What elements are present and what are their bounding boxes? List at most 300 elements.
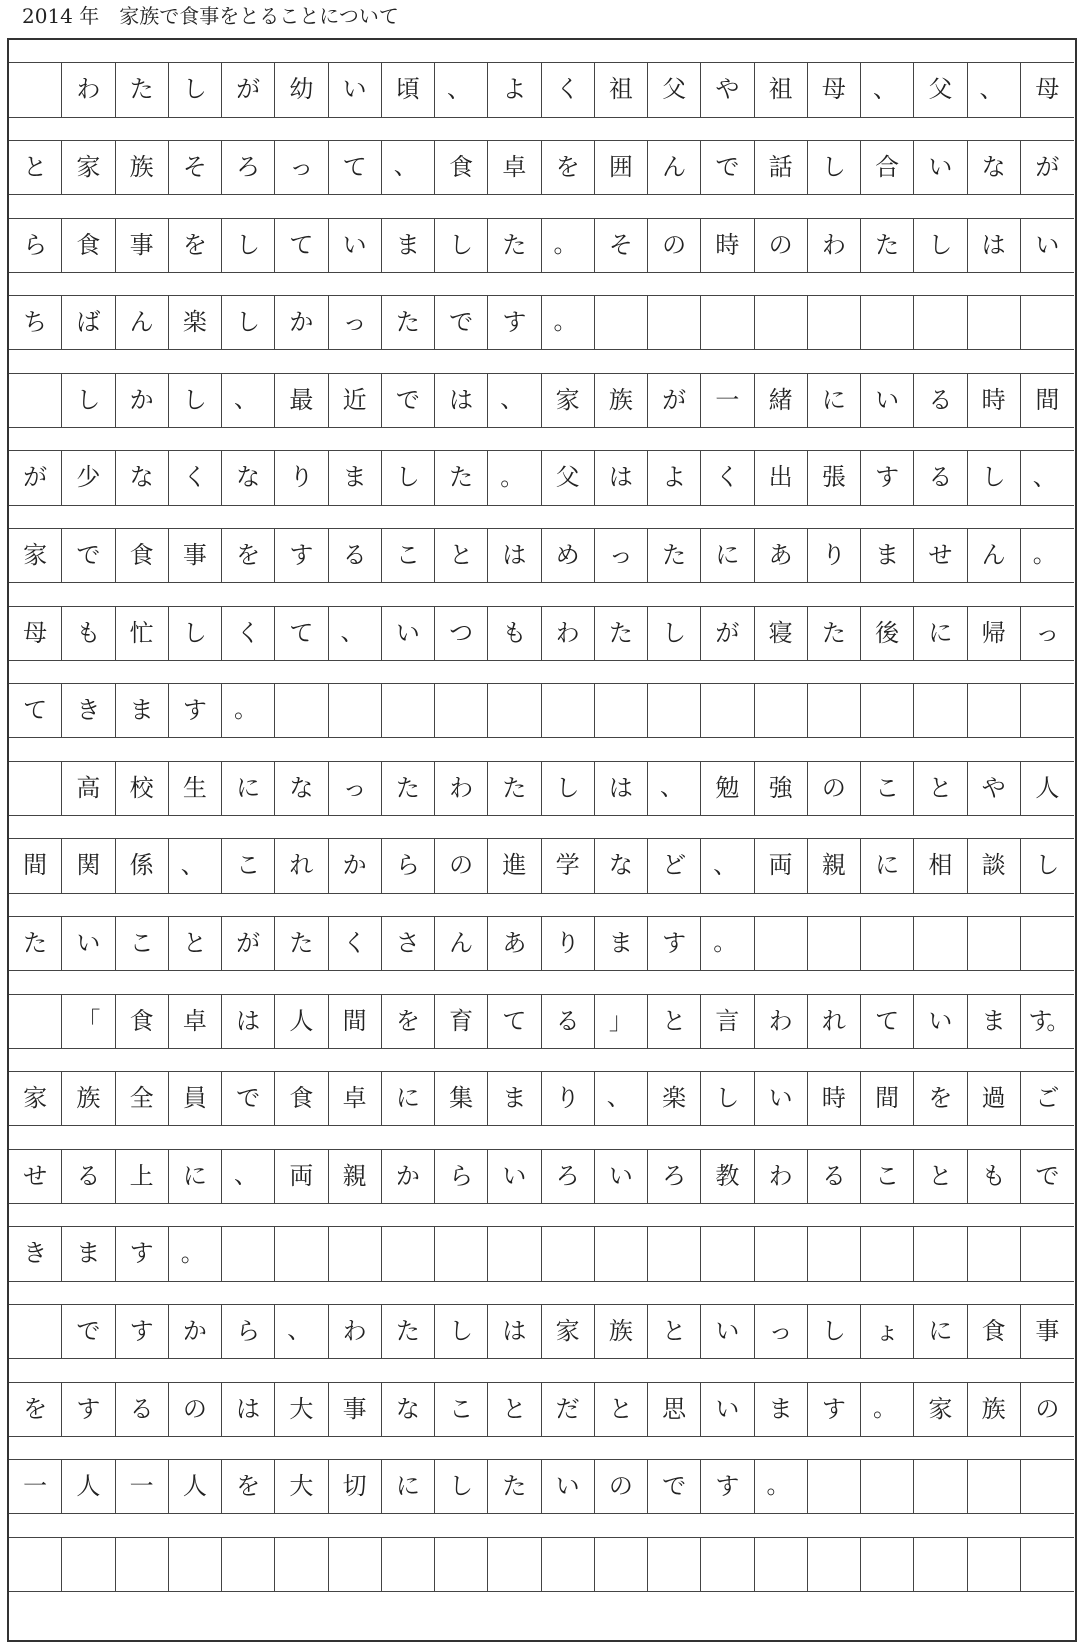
row-gap: [9, 350, 1074, 373]
grid-cell: [382, 1537, 435, 1592]
grid-cell: な: [222, 450, 275, 505]
grid-cell: で: [62, 1304, 115, 1359]
grid-cell: [648, 683, 701, 738]
grid-cell: [382, 683, 435, 738]
grid-cell: い: [914, 140, 967, 195]
grid-cell: 幼: [275, 62, 328, 117]
grid-cell: 、: [701, 838, 754, 893]
grid-cell: く: [542, 62, 595, 117]
grid-cell: の: [755, 218, 808, 273]
grid-cell: ま: [968, 994, 1021, 1049]
grid-cell: り: [275, 450, 328, 505]
grid-cell: る: [914, 450, 967, 505]
grid-cell: [1021, 683, 1074, 738]
grid-cell: 食: [116, 994, 169, 1049]
grid-cell: 親: [808, 838, 861, 893]
grid-cell: 族: [968, 1382, 1021, 1437]
grid-cell: 。: [755, 1459, 808, 1514]
row-gap: [9, 195, 1074, 218]
grid-cell: [329, 1226, 382, 1281]
grid-cell: こ: [861, 1149, 914, 1204]
grid-cell: [488, 1537, 541, 1592]
grid-cell: が: [9, 450, 62, 505]
grid-cell: た: [9, 916, 62, 971]
grid-cell: 食: [435, 140, 488, 195]
grid-cell: 、: [488, 373, 541, 428]
grid-cell: 、: [329, 606, 382, 661]
grid-cell: と: [914, 761, 967, 816]
grid-cell: っ: [595, 528, 648, 583]
grid-cell: 進: [488, 838, 541, 893]
row-gap: [9, 1359, 1074, 1382]
grid-cell: ば: [62, 295, 115, 350]
grid-cell: く: [329, 916, 382, 971]
grid-cell: く: [701, 450, 754, 505]
grid-cell: 張: [808, 450, 861, 505]
grid-cell: で: [435, 295, 488, 350]
grid-cell: 大: [275, 1382, 328, 1437]
grid-cell: な: [968, 140, 1021, 195]
grid-cell: よ: [648, 450, 701, 505]
grid-cell: 帰: [968, 606, 1021, 661]
grid-cell: か: [329, 838, 382, 893]
grid-cell: 過: [968, 1071, 1021, 1126]
grid-cell: の: [435, 838, 488, 893]
grid-cell: ろ: [542, 1149, 595, 1204]
grid-cell: 最: [275, 373, 328, 428]
grid-cell: ま: [116, 683, 169, 738]
grid-cell: [861, 916, 914, 971]
grid-cell: [9, 373, 62, 428]
grid-cell: に: [914, 606, 967, 661]
grid-cell: [755, 683, 808, 738]
grid-cell: [701, 1537, 754, 1592]
grid-cell: せ: [914, 528, 967, 583]
grid-cell: は: [595, 761, 648, 816]
grid-cell: [382, 1226, 435, 1281]
grid-cell: 、: [648, 761, 701, 816]
grid-cell: ん: [435, 916, 488, 971]
grid-cell: た: [382, 1304, 435, 1359]
grid-cell: や: [701, 62, 754, 117]
grid-cell: 。: [701, 916, 754, 971]
grid-cell: 勉: [701, 761, 754, 816]
grid-cell: [9, 62, 62, 117]
grid-cell: [968, 1226, 1021, 1281]
grid-cell: 頃: [382, 62, 435, 117]
grid-cell: を: [542, 140, 595, 195]
grid-row: [9, 1149, 1074, 1204]
grid-cell: な: [382, 1382, 435, 1437]
row-gap: [9, 1282, 1074, 1305]
grid-row: [9, 683, 1074, 738]
grid-cell: し: [435, 1304, 488, 1359]
grid-cell: 思: [648, 1382, 701, 1437]
grid-cell: ち: [9, 295, 62, 350]
grid-cell: [169, 1537, 222, 1592]
grid-cell: 、: [222, 1149, 275, 1204]
grid-cell: す: [169, 683, 222, 738]
grid-cell: [648, 1226, 701, 1281]
grid-cell: 係: [116, 838, 169, 893]
grid-cell: し: [169, 373, 222, 428]
grid-cell: を: [914, 1071, 967, 1126]
row-gap: [9, 1126, 1074, 1149]
grid-cell: の: [595, 1459, 648, 1514]
grid-cell: 、: [1021, 450, 1074, 505]
grid-cell: 時: [968, 373, 1021, 428]
grid-cell: [914, 1537, 967, 1592]
grid-cell: 母: [1021, 62, 1074, 117]
grid-cell: し: [542, 761, 595, 816]
grid-cell: [968, 683, 1021, 738]
grid-cell: っ: [755, 1304, 808, 1359]
grid-cell: 家: [542, 373, 595, 428]
grid-cell: ま: [861, 528, 914, 583]
grid-cell: と: [435, 528, 488, 583]
grid-cell: の: [808, 761, 861, 816]
grid-cell: り: [808, 528, 861, 583]
grid-row: [9, 373, 1074, 428]
grid-cell: [808, 1459, 861, 1514]
grid-cell: た: [382, 761, 435, 816]
grid-cell: [329, 1537, 382, 1592]
grid-cell: は: [968, 218, 1021, 273]
grid-cell: 、: [222, 373, 275, 428]
grid-cell: [914, 1459, 967, 1514]
grid-cell: あ: [488, 916, 541, 971]
grid-cell: 。: [488, 450, 541, 505]
grid-cell: 人: [62, 1459, 115, 1514]
grid-cell: た: [488, 1459, 541, 1514]
grid-cell: [914, 1226, 967, 1281]
grid-cell: し: [222, 218, 275, 273]
grid-cell: こ: [116, 916, 169, 971]
grid-cell: [435, 1226, 488, 1281]
grid-cell: [808, 916, 861, 971]
grid-cell: [595, 295, 648, 350]
grid-cell: わ: [808, 218, 861, 273]
grid-cell: た: [488, 761, 541, 816]
grid-cell: が: [1021, 140, 1074, 195]
grid-cell: ょ: [861, 1304, 914, 1359]
grid-cell: 卓: [329, 1071, 382, 1126]
grid-cell: が: [222, 62, 275, 117]
grid-cell: た: [648, 528, 701, 583]
grid-cell: [222, 1226, 275, 1281]
grid-cell: 切: [329, 1459, 382, 1514]
grid-cell: 合: [861, 140, 914, 195]
grid-cell: 。: [1021, 528, 1074, 583]
grid-cell: [1021, 1459, 1074, 1514]
grid-cell: [755, 1537, 808, 1592]
grid-cell: 事: [116, 218, 169, 273]
row-gap: [9, 1049, 1074, 1072]
grid-cell: [1021, 1226, 1074, 1281]
grid-cell: の: [1021, 1382, 1074, 1437]
grid-cell: い: [329, 218, 382, 273]
grid-cell: [968, 1537, 1021, 1592]
grid-cell: [542, 683, 595, 738]
grid-cell: だ: [542, 1382, 595, 1437]
grid-cell: ま: [329, 450, 382, 505]
grid-cell: に: [701, 528, 754, 583]
grid-cell: わ: [542, 606, 595, 661]
grid-cell: れ: [808, 994, 861, 1049]
grid-cell: 一: [116, 1459, 169, 1514]
grid-cell: 、: [382, 140, 435, 195]
grid-row: [9, 140, 1074, 195]
grid-cell: し: [62, 373, 115, 428]
grid-cell: こ: [222, 838, 275, 893]
grid-cell: と: [488, 1382, 541, 1437]
grid-cell: 話: [755, 140, 808, 195]
grid-cell: と: [648, 1304, 701, 1359]
grid-cell: つ: [435, 606, 488, 661]
grid-cell: に: [222, 761, 275, 816]
grid-cell: た: [435, 450, 488, 505]
grid-cell: す: [701, 1459, 754, 1514]
grid-cell: 。: [169, 1226, 222, 1281]
grid-cell: 相: [914, 838, 967, 893]
grid-cell: す: [861, 450, 914, 505]
grid-cell: ら: [382, 838, 435, 893]
row-gap: [9, 506, 1074, 529]
grid-cell: [542, 1226, 595, 1281]
grid-cell: す: [116, 1226, 169, 1281]
grid-cell: 一: [701, 373, 754, 428]
grid-cell: こ: [382, 528, 435, 583]
grid-cell: 囲: [595, 140, 648, 195]
grid-cell: 族: [116, 140, 169, 195]
grid-cell: [116, 1537, 169, 1592]
grid-cell: し: [169, 606, 222, 661]
grid-cell: [808, 1537, 861, 1592]
grid-row: [9, 916, 1074, 971]
grid-cell: 家: [542, 1304, 595, 1359]
grid-cell: 間: [9, 838, 62, 893]
grid-cell: に: [914, 1304, 967, 1359]
grid-cell: 事: [1021, 1304, 1074, 1359]
grid-row: [9, 295, 1074, 350]
grid-cell: ろ: [648, 1149, 701, 1204]
grid-cell: [968, 295, 1021, 350]
grid-cell: で: [222, 1071, 275, 1126]
grid-cell: 、: [275, 1304, 328, 1359]
grid-cell: と: [914, 1149, 967, 1204]
grid-cell: [808, 1226, 861, 1281]
grid-cell: い: [1021, 218, 1074, 273]
grid-cell: は: [222, 1382, 275, 1437]
grid-cell: よ: [488, 62, 541, 117]
row-gap: [9, 1514, 1074, 1537]
grid-cell: ら: [222, 1304, 275, 1359]
grid-cell: か: [275, 295, 328, 350]
grid-cell: か: [382, 1149, 435, 1204]
grid-cell: の: [169, 1382, 222, 1437]
grid-cell: 時: [808, 1071, 861, 1126]
grid-cell: て: [9, 683, 62, 738]
grid-cell: 「: [62, 994, 115, 1049]
grid-cell: た: [116, 62, 169, 117]
grid-cell: ま: [62, 1226, 115, 1281]
grid-cell: 父: [648, 62, 701, 117]
grid-cell: 。: [542, 295, 595, 350]
grid-cell: [1021, 916, 1074, 971]
grid-cell: 両: [275, 1149, 328, 1204]
grid-cell: [62, 1537, 115, 1592]
grid-cell: 時: [701, 218, 754, 273]
grid-cell: っ: [329, 295, 382, 350]
grid-row: [9, 1537, 1074, 1592]
grid-row: [9, 761, 1074, 816]
grid-cell: [9, 1537, 62, 1592]
grid-cell: る: [116, 1382, 169, 1437]
grid-cell: で: [701, 140, 754, 195]
grid-cell: [1021, 295, 1074, 350]
row-gap: [9, 40, 1074, 63]
grid-cell: さ: [382, 916, 435, 971]
grid-cell: こ: [435, 1382, 488, 1437]
grid-cell: [9, 1304, 62, 1359]
grid-cell: が: [648, 373, 701, 428]
grid-row: [9, 1382, 1074, 1437]
grid-cell: [9, 994, 62, 1049]
grid-cell: し: [382, 450, 435, 505]
grid-cell: こ: [861, 761, 914, 816]
grid-cell: な: [116, 450, 169, 505]
grid-cell: 、: [435, 62, 488, 117]
grid-cell: [701, 295, 754, 350]
grid-cell: す: [62, 1382, 115, 1437]
grid-cell: [648, 295, 701, 350]
grid-cell: す: [116, 1304, 169, 1359]
grid-cell: め: [542, 528, 595, 583]
grid-cell: 食: [968, 1304, 1021, 1359]
grid-cell: 近: [329, 373, 382, 428]
grid-cell: 間: [1021, 373, 1074, 428]
grid-cell: 家: [9, 528, 62, 583]
grid-cell: ん: [648, 140, 701, 195]
grid-row: [9, 1459, 1074, 1514]
grid-cell: で: [1021, 1149, 1074, 1204]
grid-cell: た: [382, 295, 435, 350]
grid-cell: で: [648, 1459, 701, 1514]
grid-cell: し: [648, 606, 701, 661]
grid-cell: ん: [116, 295, 169, 350]
grid-cell: す: [275, 528, 328, 583]
grid-cell: [275, 683, 328, 738]
grid-cell: [755, 916, 808, 971]
row-gap: [9, 971, 1074, 994]
grid-cell: す: [808, 1382, 861, 1437]
grid-cell: [968, 1459, 1021, 1514]
grid-cell: 間: [861, 1071, 914, 1126]
grid-cell: と: [9, 140, 62, 195]
grid-cell: し: [222, 295, 275, 350]
row-gap: [9, 661, 1074, 684]
grid-cell: た: [275, 916, 328, 971]
grid-cell: い: [542, 1459, 595, 1514]
grid-cell: に: [169, 1149, 222, 1204]
grid-cell: [488, 1226, 541, 1281]
grid-cell: 強: [755, 761, 808, 816]
grid-cell: が: [222, 916, 275, 971]
grid-cell: て: [488, 994, 541, 1049]
grid-cell: っ: [275, 140, 328, 195]
grid-cell: 、: [861, 62, 914, 117]
grid-cell: に: [808, 373, 861, 428]
grid-cell: 食: [116, 528, 169, 583]
grid-cell: は: [595, 450, 648, 505]
grid-cell: ら: [435, 1149, 488, 1204]
grid-cell: す: [648, 916, 701, 971]
grid-cell: に: [382, 1459, 435, 1514]
grid-cell: れ: [275, 838, 328, 893]
row-gap: [9, 1437, 1074, 1460]
grid-cell: き: [9, 1226, 62, 1281]
grid-cell: 父: [542, 450, 595, 505]
grid-cell: た: [808, 606, 861, 661]
grid-cell: わ: [435, 761, 488, 816]
row-gap: [9, 583, 1074, 606]
grid-cell: 大: [275, 1459, 328, 1514]
grid-cell: な: [595, 838, 648, 893]
grid-cell: 間: [329, 994, 382, 1049]
grid-cell: い: [861, 373, 914, 428]
grid-cell: [755, 295, 808, 350]
grid-cell: く: [222, 606, 275, 661]
grid-cell: す。: [1021, 994, 1074, 1049]
grid-row: [9, 1304, 1074, 1359]
grid-cell: り: [542, 916, 595, 971]
grid-row: [9, 62, 1074, 117]
grid-cell: [914, 295, 967, 350]
grid-cell: 祖: [595, 62, 648, 117]
grid-cell: い: [755, 1071, 808, 1126]
grid-cell: [808, 295, 861, 350]
grid-cell: 集: [435, 1071, 488, 1126]
grid-cell: 食: [275, 1071, 328, 1126]
row-gap: [9, 273, 1074, 296]
grid-cell: か: [169, 1304, 222, 1359]
grid-cell: し: [808, 140, 861, 195]
grid-cell: あ: [755, 528, 808, 583]
grid-cell: い: [329, 62, 382, 117]
grid-cell: 、: [169, 838, 222, 893]
grid-cell: ろ: [222, 140, 275, 195]
genkou-grid: [7, 38, 1077, 1642]
grid-cell: 人: [169, 1459, 222, 1514]
grid-cell: 家: [914, 1382, 967, 1437]
grid-cell: 父: [914, 62, 967, 117]
grid-cell: 卓: [488, 140, 541, 195]
grid-cell: 母: [808, 62, 861, 117]
grid-cell: 緒: [755, 373, 808, 428]
grid-cell: [968, 916, 1021, 971]
grid-cell: [701, 683, 754, 738]
grid-cell: 関: [62, 838, 115, 893]
grid-cell: 後: [861, 606, 914, 661]
grid-cell: し: [808, 1304, 861, 1359]
grid-cell: い: [382, 606, 435, 661]
grid-cell: 寝: [755, 606, 808, 661]
grid-cell: [329, 683, 382, 738]
grid-cell: に: [861, 838, 914, 893]
grid-row: [9, 218, 1074, 273]
grid-cell: 、: [595, 1071, 648, 1126]
row-gap: [9, 894, 1074, 917]
